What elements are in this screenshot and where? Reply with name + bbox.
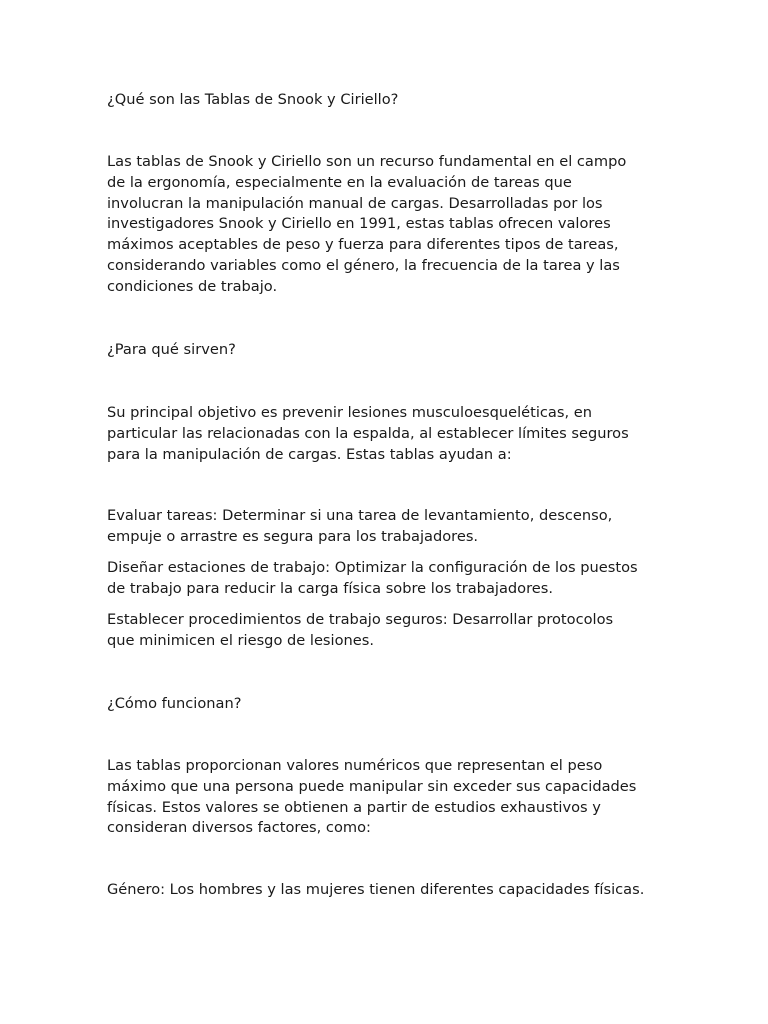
list-item-evaluate: Evaluar tareas: Determinar si una tarea de levantamiento, descenso, empuje o arrastre es segura para los trabajadores.: [107, 507, 613, 545]
list-item-design: Diseñar estaciones de trabajo: Optimizar la configuración de los puestos de trabajo para reducir la carga física sobre los trabajadores.: [107, 559, 638, 597]
paragraph-intro: Las tablas de Snook y Ciriello son un recurso fundamental en el campo de la ergonomía, especialmente en la evaluación de tareas que involucran la manipulación manual de cargas. Desarrolladas por los investigadores Snook y Ciriello en 1991, estas tablas ofrecen valores máximos aceptables de peso y fuerza para diferentes tipos de tareas, considerando variables como el género, la frecuencia de la tarea y las condiciones de trabajo.: [107, 153, 627, 295]
paragraph-purpose: Su principal objetivo es prevenir lesiones musculoesqueléticas, en particular las relacionadas con la espalda, al establecer límites seguros para la manipulación de cargas. Estas tablas ayudan a:: [107, 404, 629, 463]
list-item-procedures: Establecer procedimientos de trabajo seguros: Desarrollar protocolos que minimicen el riesgo de lesiones.: [107, 611, 614, 649]
section-heading-how: ¿Cómo funcionan?: [107, 695, 242, 712]
paragraph-how: Las tablas proporcionan valores numéricos que representan el peso máximo que una persona puede manipular sin exceder sus capacidades físicas. Estos valores se obtienen a partir de estudios exhaustivos y consideran diversos factores, como:: [107, 757, 637, 837]
list-item-gender: Género: Los hombres y las mujeres tienen diferentes capacidades físicas.: [107, 881, 645, 898]
section-heading-purpose: ¿Para qué sirven?: [107, 341, 236, 358]
section-heading-what: ¿Qué son las Tablas de Snook y Ciriello?: [107, 91, 399, 108]
